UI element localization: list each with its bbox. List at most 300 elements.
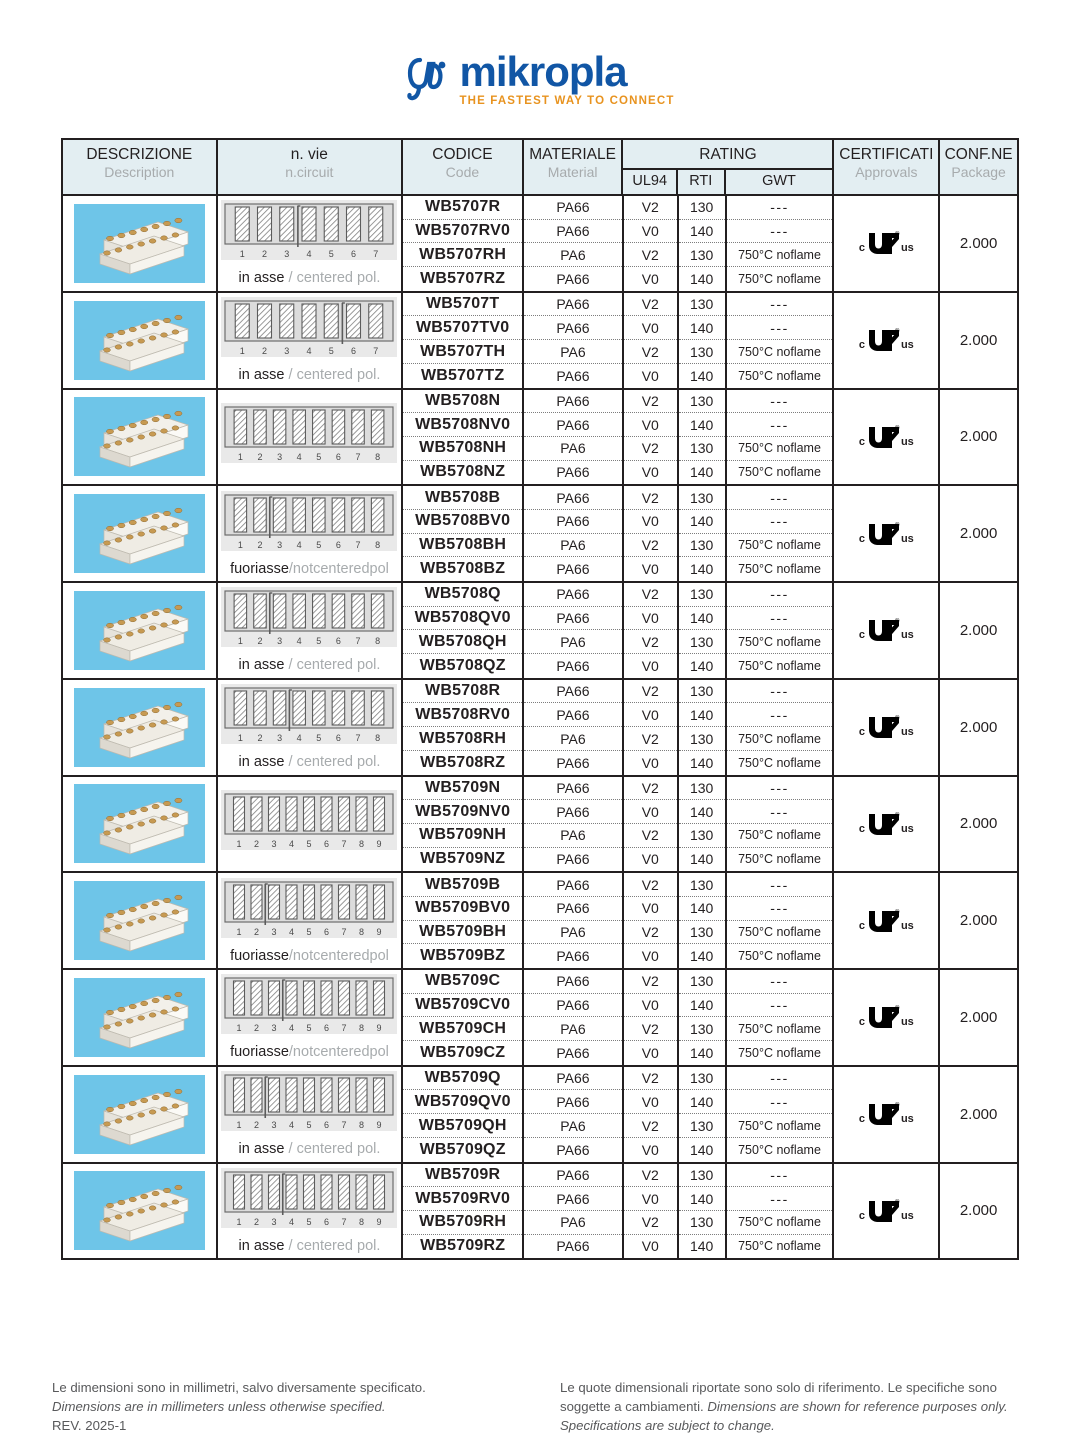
approvals-cell <box>834 680 940 775</box>
svg-text:®: ® <box>894 522 900 529</box>
material-value: PA66 <box>556 296 590 313</box>
variant-row[interactable] <box>403 607 522 631</box>
svg-text:7: 7 <box>341 926 347 937</box>
variant-row[interactable] <box>403 1114 522 1138</box>
polarization-caption <box>239 658 381 674</box>
variant-row <box>524 777 622 801</box>
variant-row[interactable] <box>403 1067 522 1091</box>
variant-row[interactable] <box>403 1187 522 1211</box>
variant-row <box>679 316 725 340</box>
footer-left <box>52 1378 532 1435</box>
variant-row <box>679 293 725 317</box>
product-table <box>61 138 1019 1260</box>
variant-row <box>524 243 622 267</box>
svg-text:6: 6 <box>336 636 342 647</box>
product-code: WB5709QV0 <box>414 1092 511 1110</box>
svg-text:7: 7 <box>373 249 379 260</box>
svg-text:5: 5 <box>306 1216 312 1227</box>
variant-row[interactable] <box>403 267 522 291</box>
svg-text:3: 3 <box>271 1120 277 1131</box>
variant-row <box>679 921 725 945</box>
variant-stack <box>403 486 522 581</box>
variant-row[interactable] <box>403 557 522 581</box>
product-code: WB5707R <box>425 198 501 216</box>
footer-left-line1: Le dimensioni sono in millimetri, salvo diversamente specificato. <box>52 1380 426 1395</box>
variant-row[interactable] <box>403 848 522 872</box>
variant-row[interactable] <box>403 680 522 704</box>
svg-text:2: 2 <box>262 346 268 357</box>
gwt-value: --- <box>770 296 789 313</box>
variant-stack <box>624 1067 677 1162</box>
product-code: WB5708RH <box>419 729 507 747</box>
polarization-caption-en: / centered pol. <box>284 1237 381 1254</box>
rti-value: 140 <box>689 561 714 578</box>
material-value: PA66 <box>556 367 590 384</box>
svg-text:3: 3 <box>271 1023 277 1034</box>
variant-stack <box>679 777 725 872</box>
svg-text:8: 8 <box>359 926 365 937</box>
variant-row <box>624 364 677 388</box>
header-en: Description <box>104 164 175 181</box>
gwt-value: --- <box>770 513 789 530</box>
variant-stack <box>524 970 622 1065</box>
variant-row <box>524 970 622 994</box>
variant-row[interactable] <box>403 630 522 654</box>
variant-stack <box>727 486 833 581</box>
variant-row[interactable] <box>403 510 522 534</box>
culus-certification-icon: c ® us <box>858 1006 914 1029</box>
product-code: WB5709CH <box>419 1019 507 1037</box>
rti-value: 130 <box>689 586 714 603</box>
variant-row[interactable] <box>403 1235 522 1259</box>
svg-text:4: 4 <box>297 539 303 550</box>
rti-value: 140 <box>689 610 714 627</box>
variant-row[interactable] <box>403 727 522 751</box>
variant-row <box>727 220 833 244</box>
product-code: WB5709QH <box>418 1116 507 1134</box>
column-header-rating <box>623 140 834 194</box>
material-value: PA66 <box>556 416 590 433</box>
header-en: Material <box>547 164 598 181</box>
variant-stack <box>679 680 725 775</box>
variant-row <box>727 703 833 727</box>
variant-stack <box>727 873 833 968</box>
product-code: WB5709RH <box>419 1213 507 1231</box>
terminal-block-9way-photo <box>74 881 205 960</box>
variant-stack <box>403 293 522 388</box>
footer-right-line1: Le quote dimensionali riportate sono solo di riferimento. Le specifiche sono <box>560 1380 997 1395</box>
variant-row[interactable] <box>403 1164 522 1188</box>
variant-row <box>624 680 677 704</box>
terminal-block-7way-photo <box>74 204 205 283</box>
variant-row <box>679 848 725 872</box>
ul94-value: V0 <box>641 610 659 627</box>
svg-text:8: 8 <box>375 733 381 744</box>
pin-layout-diagram <box>221 1070 397 1139</box>
variant-row <box>524 703 622 727</box>
variant-row <box>727 196 833 220</box>
variant-row[interactable] <box>403 751 522 775</box>
variant-stack <box>727 777 833 872</box>
variant-row[interactable] <box>403 293 522 317</box>
material-value: PA66 <box>556 1238 590 1255</box>
product-photo-cell <box>63 1067 218 1162</box>
circuit-diagram-cell <box>218 486 404 581</box>
variant-row <box>524 1114 622 1138</box>
variant-row <box>679 437 725 461</box>
package-quantity: 2.000 <box>959 525 998 543</box>
product-code: WB5708B <box>425 488 501 506</box>
variant-row <box>727 1187 833 1211</box>
variant-row[interactable] <box>403 703 522 727</box>
brand-header <box>0 48 1080 107</box>
variant-row[interactable] <box>403 437 522 461</box>
svg-text:4: 4 <box>289 926 295 937</box>
rti-value: 130 <box>689 730 714 747</box>
material-value: PA66 <box>556 1166 590 1183</box>
polarization-caption-it: fuoriasse <box>230 947 289 964</box>
material-column <box>524 873 624 968</box>
variant-row[interactable] <box>403 897 522 921</box>
variant-row <box>524 510 622 534</box>
variant-stack <box>679 486 725 581</box>
package-cell <box>940 680 1017 775</box>
ul94-value: V0 <box>641 1238 659 1255</box>
product-code: WB5709R <box>425 1165 501 1183</box>
variant-row[interactable] <box>403 316 522 340</box>
svg-text:®: ® <box>894 232 900 239</box>
material-value: PA6 <box>560 246 586 263</box>
gwt-column <box>727 970 835 1065</box>
material-value: PA66 <box>556 754 590 771</box>
variant-row <box>624 1235 677 1259</box>
variant-row <box>679 364 725 388</box>
package-cell <box>940 873 1017 968</box>
variant-row <box>679 751 725 775</box>
rti-value: 130 <box>689 537 714 554</box>
rti-value: 140 <box>689 997 714 1014</box>
svg-text:7: 7 <box>373 346 379 357</box>
svg-text:7: 7 <box>341 839 347 850</box>
ul94-column <box>624 777 679 872</box>
culus-certification-icon: c ® us <box>858 909 914 932</box>
variant-row[interactable] <box>403 1041 522 1065</box>
variant-stack <box>403 873 522 968</box>
variant-row <box>679 413 725 437</box>
package-cell <box>940 486 1017 581</box>
variant-row[interactable] <box>403 1090 522 1114</box>
material-value: PA66 <box>556 779 590 796</box>
variant-row <box>727 1017 833 1041</box>
svg-text:8: 8 <box>375 636 381 647</box>
terminal-block-7way-photo <box>74 301 205 380</box>
variant-row[interactable] <box>403 994 522 1018</box>
variant-row <box>624 727 677 751</box>
variant-row[interactable] <box>403 486 522 510</box>
variant-row <box>624 583 677 607</box>
variant-row <box>727 293 833 317</box>
gwt-value: 750°C noflame <box>738 828 821 843</box>
variant-row <box>624 243 677 267</box>
svg-text:3: 3 <box>277 636 283 647</box>
variant-row <box>524 1090 622 1114</box>
variant-row <box>727 897 833 921</box>
gwt-value: --- <box>770 1093 789 1110</box>
variant-row <box>524 461 622 485</box>
svg-text:7: 7 <box>355 733 362 744</box>
package-cell <box>940 196 1017 291</box>
culus-certification-icon: c ® us <box>858 522 914 545</box>
variant-row <box>727 243 833 267</box>
variant-row <box>727 800 833 824</box>
variant-row[interactable] <box>403 583 522 607</box>
ul94-value: V2 <box>641 1214 659 1231</box>
variant-stack <box>727 680 833 775</box>
variant-row[interactable] <box>403 534 522 558</box>
variant-row <box>524 1067 622 1091</box>
variant-row[interactable] <box>403 873 522 897</box>
variant-row <box>624 1067 677 1091</box>
product-code: WB5709QZ <box>419 1140 506 1158</box>
variant-row <box>679 727 725 751</box>
gwt-value: --- <box>770 586 789 603</box>
variant-row <box>624 1164 677 1188</box>
variant-row <box>727 680 833 704</box>
variant-row[interactable] <box>403 824 522 848</box>
package-cell <box>940 777 1017 872</box>
svg-text:6: 6 <box>336 733 342 744</box>
variant-stack <box>403 970 522 1065</box>
material-value: PA6 <box>560 1214 586 1231</box>
svg-text:2: 2 <box>257 452 263 463</box>
ul94-value: V2 <box>641 246 659 263</box>
variant-row <box>524 220 622 244</box>
variant-row[interactable] <box>403 461 522 485</box>
material-value: PA66 <box>556 683 590 700</box>
culus-certification-icon: c ® us <box>858 232 914 255</box>
ul94-value: V0 <box>641 464 659 481</box>
product-code: WB5708NV0 <box>415 415 511 433</box>
svg-text:2: 2 <box>254 1023 260 1034</box>
svg-text:6: 6 <box>336 539 342 550</box>
product-code: WB5709NV0 <box>415 802 511 820</box>
polarization-caption <box>230 949 389 965</box>
variant-row <box>624 800 677 824</box>
culus-certification-icon: c ® us <box>858 1199 914 1222</box>
rti-value: 130 <box>689 924 714 941</box>
variant-row[interactable] <box>403 800 522 824</box>
code-column <box>403 873 524 968</box>
variant-row[interactable] <box>403 390 522 414</box>
rti-column <box>679 1067 727 1162</box>
svg-text:3: 3 <box>271 1216 277 1227</box>
ul94-value: V2 <box>641 392 659 409</box>
svg-text:2: 2 <box>257 539 263 550</box>
variant-row <box>624 630 677 654</box>
gwt-column <box>727 777 835 872</box>
variant-stack <box>524 1164 622 1259</box>
variant-stack <box>727 970 833 1065</box>
variant-row <box>524 196 622 220</box>
svg-text:4: 4 <box>306 346 312 357</box>
svg-text:8: 8 <box>359 1023 365 1034</box>
svg-text:6: 6 <box>336 452 342 463</box>
material-column <box>524 293 624 388</box>
variant-row[interactable] <box>403 1138 522 1162</box>
variant-row <box>524 316 622 340</box>
gwt-value: 750°C noflame <box>738 562 821 577</box>
rti-value: 140 <box>689 1190 714 1207</box>
variant-stack <box>679 1067 725 1162</box>
product-photo-cell <box>63 196 218 291</box>
svg-text:®: ® <box>894 812 900 819</box>
polarization-caption-en: / centered pol. <box>284 754 381 771</box>
approvals-cell <box>834 390 940 485</box>
rti-value: 140 <box>689 1141 714 1158</box>
product-code: WB5709NZ <box>420 850 506 868</box>
variant-stack <box>624 680 677 775</box>
variant-stack <box>624 293 677 388</box>
variant-row[interactable] <box>403 340 522 364</box>
ul94-column <box>624 390 679 485</box>
footer-right-line3: Specifications are subject to change. <box>560 1418 775 1434</box>
svg-text:®: ® <box>894 329 900 336</box>
variant-row <box>524 800 622 824</box>
gwt-value: 750°C noflame <box>738 634 821 649</box>
subheader-rti: RTI <box>678 170 726 194</box>
terminal-block-9way-photo <box>74 1171 205 1250</box>
ul94-value: V0 <box>641 561 659 578</box>
svg-text:9: 9 <box>376 1120 382 1131</box>
package-quantity: 2.000 <box>959 815 998 833</box>
ul94-value: V0 <box>641 223 659 240</box>
variant-row[interactable] <box>403 1017 522 1041</box>
variant-row <box>727 534 833 558</box>
rti-value: 140 <box>689 657 714 674</box>
gwt-value: --- <box>770 803 789 820</box>
ul94-value: V0 <box>641 1190 659 1207</box>
variant-row <box>679 1017 725 1041</box>
pin-layout-diagram <box>221 490 397 559</box>
svg-text:5: 5 <box>316 636 322 647</box>
variant-row[interactable] <box>403 777 522 801</box>
rti-value: 130 <box>689 633 714 650</box>
rti-value: 140 <box>689 1044 714 1061</box>
material-column <box>524 1164 624 1259</box>
footer-right <box>560 1378 1040 1435</box>
variant-stack <box>524 486 622 581</box>
pin-layout-diagram <box>221 1167 397 1236</box>
svg-text:4: 4 <box>289 839 295 850</box>
svg-text:9: 9 <box>376 926 382 937</box>
product-code: WB5709CV0 <box>415 996 511 1014</box>
variant-row <box>624 510 677 534</box>
variant-row[interactable] <box>403 1211 522 1235</box>
variant-row[interactable] <box>403 413 522 437</box>
package-quantity: 2.000 <box>959 912 998 930</box>
rti-value: 130 <box>689 683 714 700</box>
variant-stack <box>403 196 522 291</box>
material-value: PA66 <box>556 803 590 820</box>
rti-value: 130 <box>689 779 714 796</box>
gwt-value: --- <box>770 416 789 433</box>
header-en: n.circuit <box>285 164 334 181</box>
variant-row <box>679 654 725 678</box>
product-code: WB5709CZ <box>420 1043 506 1061</box>
polarization-caption-en: / centered pol. <box>284 367 381 384</box>
variant-row <box>624 777 677 801</box>
product-code: WB5709RZ <box>420 1237 506 1255</box>
header-it: n. vie <box>290 146 328 163</box>
material-value: PA66 <box>556 610 590 627</box>
variant-row <box>524 557 622 581</box>
approvals-cell <box>834 293 940 388</box>
rti-value: 140 <box>689 464 714 481</box>
culus-certification-icon: c ® us <box>858 812 914 835</box>
svg-text:2: 2 <box>262 249 268 260</box>
svg-text:1: 1 <box>238 452 244 463</box>
variant-row[interactable] <box>403 921 522 945</box>
code-column <box>403 1067 524 1162</box>
page-footer <box>52 1378 1042 1435</box>
svg-text:5: 5 <box>316 452 322 463</box>
variant-row[interactable] <box>403 364 522 388</box>
ul94-value: V2 <box>641 924 659 941</box>
variant-row <box>727 944 833 968</box>
variant-row <box>624 340 677 364</box>
variant-stack <box>679 196 725 291</box>
variant-stack <box>403 1067 522 1162</box>
variant-row <box>727 727 833 751</box>
svg-text:6: 6 <box>324 1120 330 1131</box>
variant-row[interactable] <box>403 654 522 678</box>
ul94-value: V0 <box>641 657 659 674</box>
variant-row <box>679 777 725 801</box>
gwt-value: 750°C noflame <box>738 925 821 940</box>
variant-row <box>679 703 725 727</box>
variant-row[interactable] <box>403 220 522 244</box>
product-code: WB5707TZ <box>420 366 505 384</box>
ul94-value: V2 <box>641 537 659 554</box>
column-header-certificati <box>834 140 940 194</box>
rti-value: 130 <box>689 246 714 263</box>
svg-text:6: 6 <box>324 839 330 850</box>
variant-row <box>624 1114 677 1138</box>
gwt-value: --- <box>770 223 789 240</box>
svg-text:2: 2 <box>254 926 260 937</box>
variant-row[interactable] <box>403 196 522 220</box>
ul94-value: V2 <box>641 1070 659 1087</box>
variant-row[interactable] <box>403 243 522 267</box>
material-column <box>524 486 624 581</box>
variant-row[interactable] <box>403 970 522 994</box>
product-code: WB5709B <box>425 875 501 893</box>
variant-row <box>679 1114 725 1138</box>
svg-text:3: 3 <box>277 452 283 463</box>
material-column <box>524 196 624 291</box>
variant-row <box>727 364 833 388</box>
gwt-column <box>727 1067 835 1162</box>
circuit-diagram-cell <box>218 970 404 1065</box>
ul94-value: V0 <box>641 900 659 917</box>
pin-layout-diagram <box>221 683 397 752</box>
ul94-value: V0 <box>641 1093 659 1110</box>
variant-row[interactable] <box>403 944 522 968</box>
variant-stack <box>403 680 522 775</box>
polarization-caption-en: / centered pol. <box>284 1141 381 1158</box>
circuit-diagram-cell <box>218 390 404 485</box>
rti-value: 130 <box>689 1020 714 1037</box>
